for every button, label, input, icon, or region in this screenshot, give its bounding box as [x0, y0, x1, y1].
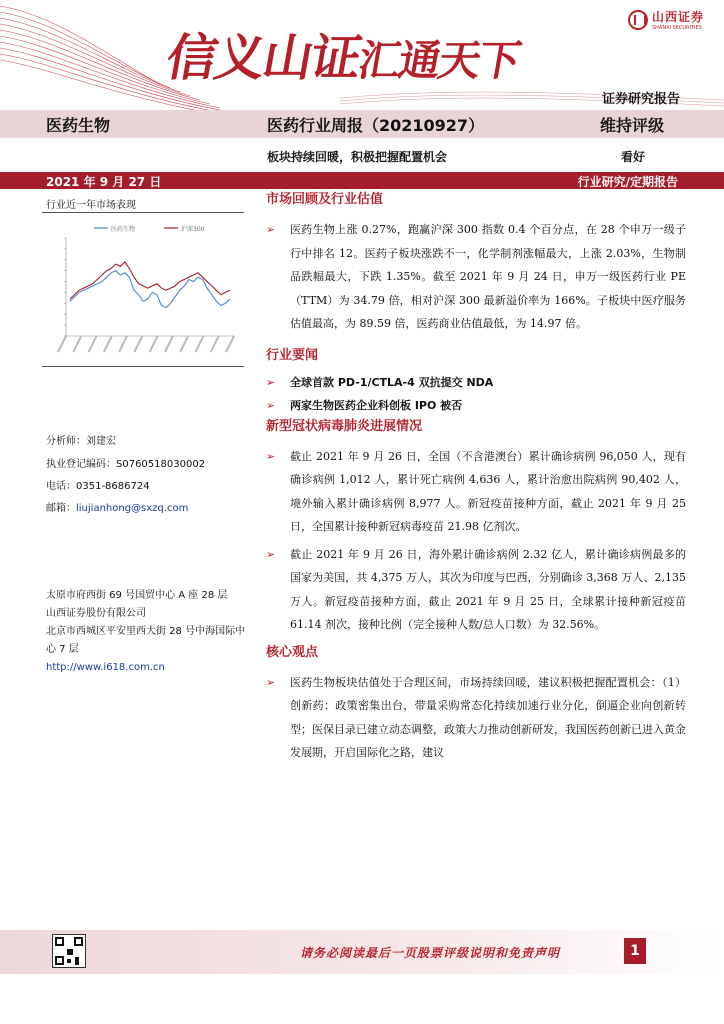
paragraph: 医药生物上涨 0.27%，跑赢沪深 300 指数 0.4 个百分点，在 28 个申万一级子行中排名 12。医药子板块涨跌不一，化学制剂涨幅最大，上涨 2.03%，生物制品跌幅最大，下跌 1.35%。截至 2021 年 9 月 24 日，申万一级医药行业 PE（TTM）为 34.79 倍，相对沪深 300 最新溢价率为 166%。子板块中医疗服务估值最高，为 89.59 倍，医药商业估值最低，为 14.97 倍。: [290, 223, 686, 330]
x-tick-label-mark: [134, 336, 142, 352]
email-label: 邮箱：: [46, 503, 76, 514]
news-headline: 两家生物医药企业科创板 IPO 被否: [290, 398, 463, 412]
news-headline: 全球首款 PD-1/CTLA-4 双抗提交 NDA: [290, 375, 494, 389]
phone-line: 电话：0351-8686724: [46, 481, 150, 492]
arrow-bullet-icon: ➢: [266, 449, 276, 463]
license-line: 执业登记编码：S0760518030002: [46, 459, 206, 470]
legend-label: 医药生物: [111, 226, 136, 233]
series-line-pharma: [70, 271, 230, 308]
slogan-big: 信义山证: [162, 28, 365, 87]
arrow-bullet-icon: ➢: [266, 675, 276, 689]
list-item: [266, 394, 686, 417]
page-title: 医药行业周报（20210927）: [267, 116, 485, 135]
x-tick-label-mark: [180, 336, 188, 352]
arrow-bullet-icon: ➢: [266, 223, 276, 236]
email-link[interactable]: liujianhong@sxzq.com: [76, 503, 189, 514]
list-item: [266, 371, 686, 394]
perf-chart-svg: [44, 216, 244, 366]
list-item: [266, 671, 686, 765]
company-logo: [628, 8, 704, 31]
website-link[interactable]: http://www.i618.com.cn: [46, 662, 165, 673]
x-tick-label-mark: [165, 336, 173, 352]
logo-cn: 山西证券: [651, 10, 704, 24]
logo-en: SHANXI SECURITIES: [651, 25, 702, 31]
list-item: [266, 218, 686, 336]
email-line: [46, 501, 188, 517]
disclaimer: 请务必阅读最后一页股票评级说明和免责声明: [300, 946, 561, 960]
address-line: 太原市府西街 69 号国贸中心 A 座 28 层: [46, 590, 228, 601]
perf-chart-title: 行业近一年市场表现: [46, 200, 136, 211]
paragraph: 截止 2021 年 9 月 26 日，海外累计确诊病例 2.32 亿人，累计确诊病例最多的国家为美国，共 4,375 万人，其次为印度与巴西，分别确诊 3,368 万人、2,135 万人。新冠疫苗接种方面，截止 2021 年 9 月 25 日，全球累计接种新冠疫苗 61.14 剂次，接种比例（完全接种人数/总人口数）为 32.56%。: [290, 547, 686, 631]
x-tick-label-mark: [104, 336, 112, 352]
page-subtitle: 板块持续回暖，积极把握配置机会: [267, 150, 448, 164]
section-heading: 核心观点: [266, 644, 319, 660]
divider: [42, 212, 244, 213]
report-date: 2021 年 9 月 27 日: [46, 175, 162, 189]
analyst-line: [46, 434, 116, 450]
report-type: 行业研究/定期报告: [577, 175, 678, 189]
legend-label: 沪深300: [181, 226, 205, 233]
paragraph: 截止 2021 年 9 月 26 日，全国（不含港澳台）累计确诊病例 96,050 人，现有确诊病例 1,012 人，累计死亡病例 4,636 人，累计治愈出院病例 90,402 人，境外输入累计确诊病例 8,977 人。新冠疫苗接种方面，截止 2021 年 9 月 25 日，全国累计接种新冠病毒疫苗 21.98 亿剂次。: [290, 449, 686, 533]
main-content: [266, 190, 686, 765]
section-heading: 新型冠状病毒肺炎进展情况: [266, 418, 423, 434]
series-line-hs300: [70, 262, 230, 299]
slogan-small: 汇通天下: [354, 36, 524, 85]
perf-chart: [44, 216, 244, 366]
x-tick-label-mark: [119, 336, 127, 352]
arrow-bullet-icon: ➢: [266, 547, 276, 561]
paragraph: 医药生物板块估值处于合理区间，市场持续回暖，建议积极把握配置机会：（1）创新药：政策密集出台，带量采购常态化持续加速行业分化，倒逼企业向创新转型；医保目录已建立动态调整，政策大力推动创新研发，我国医药创新已进入黄金发展期，开启国际化之路，建议: [290, 675, 686, 759]
x-tick-label-mark: [195, 336, 203, 352]
x-tick-label-mark: [73, 336, 81, 352]
rating-label: 维持评级: [600, 116, 665, 135]
address-block: [46, 587, 246, 677]
divider: [42, 366, 244, 367]
arrow-bullet-icon: ➢: [266, 375, 276, 389]
header-banner: [0, 0, 724, 110]
logo-icon: [628, 10, 648, 30]
rating-value: 看好: [621, 150, 646, 164]
address-line: 山西证券股份有限公司: [46, 608, 146, 619]
page-number: 1: [624, 938, 646, 964]
x-tick-label-mark: [89, 336, 97, 352]
analyst-name: 刘建宏: [86, 436, 116, 447]
analyst-label: 分析师：: [46, 436, 86, 447]
section-heading: 行业要闻: [266, 347, 319, 363]
arrow-bullet-icon: ➢: [266, 398, 276, 412]
x-tick-label-mark: [150, 336, 158, 352]
x-tick-label-mark: [211, 336, 219, 352]
x-tick-label-mark: [226, 336, 234, 352]
qr-code-icon: [52, 934, 86, 968]
slogan: [162, 18, 527, 90]
sector-name: 医药生物: [46, 116, 111, 135]
list-item: [266, 445, 686, 539]
x-tick-label-mark: [58, 336, 66, 352]
report-kind: 证券研究报告: [601, 92, 680, 107]
section-heading: 市场回顾及行业估值: [266, 192, 384, 207]
address-line: 北京市西城区平安里西大街 28 号中海国际中心 7 层: [46, 626, 246, 655]
list-item: [266, 543, 686, 637]
